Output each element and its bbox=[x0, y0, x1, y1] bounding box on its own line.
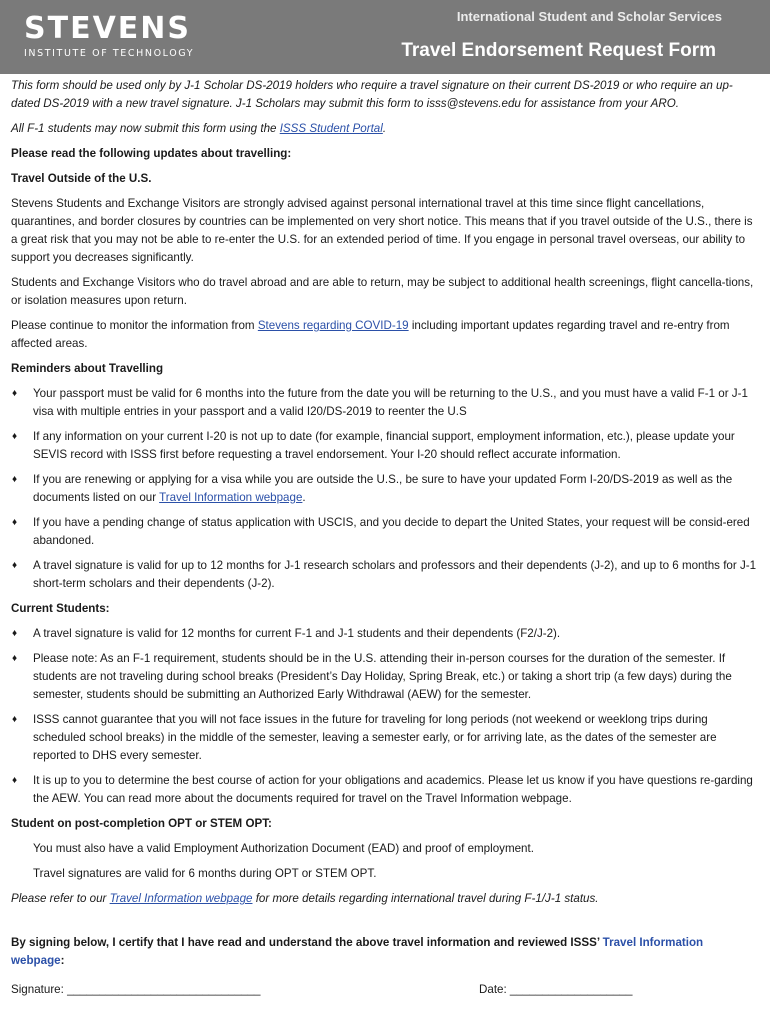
travel-info-link[interactable]: Travel Information webpage bbox=[159, 491, 303, 504]
reminders-list bbox=[11, 385, 759, 593]
updates-heading: Please read the following updates about travelling: bbox=[11, 147, 292, 160]
list-item bbox=[11, 385, 759, 421]
intro-portal-end: . bbox=[382, 122, 387, 135]
list-item-text: If any information on your current I-20 is not up to date (for example, financial support, employment information, etc.), please update your SEVIS record with ISSS first before requesting a travel endorsement. Your I-20 should reflect accurate information. bbox=[33, 430, 735, 461]
list-item-text: ISSS cannot guarantee that you will not face issues in the future for traveling for long periods (not weekend or weeklong trips during scheduled school breaks) in the middle of the semester, leaving a semester early, or for arriving late, as the dates of the semester are reported to DHS every semester. bbox=[33, 713, 717, 762]
certify-end: : bbox=[60, 954, 65, 967]
logo-wordmark: STEVENS bbox=[24, 11, 191, 46]
refer-paragraph bbox=[11, 890, 759, 908]
list-item-text: It is up to you to determine the best course of action for your obligations and academics. Please let us know if you have questions re-garding the AEW. You can read more about the documents required for travel on the Travel Information webpage. bbox=[33, 774, 753, 805]
form-title: Travel Endorsement Request Form bbox=[401, 40, 716, 61]
org-name: International Student and Scholar Services bbox=[456, 9, 722, 24]
outside-heading: Travel Outside of the U.S. bbox=[11, 172, 152, 185]
form-content bbox=[0, 74, 770, 999]
isss-student-portal-link[interactable]: ISSS Student Portal bbox=[279, 122, 383, 135]
intro-portal-paragraph bbox=[11, 120, 759, 138]
travel-info-webpage-link[interactable]: Travel Information webpage bbox=[109, 892, 253, 905]
bullet-icon: ♦ bbox=[12, 653, 18, 664]
opt-paragraph-1: You must also have a valid Employment Authorization Document (EAD) and proof of employment. bbox=[33, 842, 534, 855]
bullet-icon: ♦ bbox=[12, 560, 18, 571]
bullet-icon: ♦ bbox=[12, 775, 18, 786]
list-item bbox=[11, 428, 759, 464]
list-item bbox=[11, 471, 759, 507]
outside-p3-text: Please continue to monitor the information from bbox=[11, 319, 258, 332]
current-students-heading: Current Students: bbox=[11, 602, 110, 615]
opt-paragraph-2: Travel signatures are valid for 6 months during OPT or STEM OPT. bbox=[33, 867, 377, 880]
refer-text: Please refer to our bbox=[11, 892, 110, 905]
bullet-icon: ♦ bbox=[12, 628, 18, 639]
certify-travel-info-link[interactable]: Travel Information webpage bbox=[11, 936, 704, 967]
list-item-text: A travel signature is valid for up to 12 months for J-1 research scholars and professors and their dependents (J-2), and up to 6 months for J-1 short-term scholars and their dependents (J-2). bbox=[33, 559, 757, 590]
logo-subtitle: INSTITUTE OF TECHNOLOGY bbox=[24, 48, 195, 59]
date-field[interactable]: Date: ___________________ bbox=[479, 983, 633, 996]
signature-field[interactable]: Signature: ______________________________ bbox=[11, 983, 261, 996]
list-item-text: If you are renewing or applying for a visa while you are outside the U.S., be sure to have your updated Form I-20/DS-2019 as well as the documents listed on our bbox=[33, 473, 733, 504]
opt-heading: Student on post-completion OPT or STEM OPT: bbox=[11, 817, 272, 830]
outside-paragraph-1: Stevens Students and Exchange Visitors are strongly advised against personal international travel at this time since flight cancellations, quarantines, and border closures by countries can be implemented on very short notice. This means that if you travel outside of the U.S., there is a great risk that you may not be able to re-enter the U.S. for an extended period of time. If you engage in personal travel overseas, our ability to support you decreases significantly. bbox=[11, 197, 753, 264]
list-item bbox=[11, 625, 759, 643]
outside-p3-end: including important updates regarding travel and re-entry from affected areas. bbox=[11, 319, 730, 350]
bullet-icon: ♦ bbox=[12, 474, 18, 485]
list-item bbox=[11, 557, 759, 593]
list-item-text: Your passport must be valid for 6 months into the future from the date you will be returning to the U.S., and you must have a valid F-1 or J-1 visa with multiple entries in your passport and a valid I20/DS-2019 to reenter the U.S bbox=[33, 387, 748, 418]
refer-end: for more details regarding international travel during F-1/J-1 status. bbox=[252, 892, 599, 905]
stevens-logo bbox=[24, 11, 195, 59]
page-header bbox=[0, 0, 770, 74]
intro-paragraph: This form should be used only by J-1 Scholar DS-2019 holders who require a travel signature on their current DS-2019 or who require an up-dated DS-2019 with a new travel signature. J-1 Scholars may submit this form to isss@stevens.edu for assistance from your ARO. bbox=[11, 79, 733, 110]
bullet-icon: ♦ bbox=[12, 388, 18, 399]
reminders-heading: Reminders about Travelling bbox=[11, 362, 164, 375]
list-item-text: If you have a pending change of status application with USCIS, and you decide to depart the United States, your request will be consid-ered abandoned. bbox=[33, 516, 750, 547]
list-item-text: A travel signature is valid for 12 months for current F-1 and J-1 students and their dependents (F2/J-2). bbox=[33, 627, 561, 640]
bullet-icon: ♦ bbox=[12, 517, 18, 528]
certification-statement bbox=[11, 934, 759, 970]
stevens-covid-link[interactable]: Stevens regarding COVID-19 bbox=[257, 319, 409, 332]
list-item-text: Please note: As an F-1 requirement, students should be in the U.S. attending their in-person courses for the duration of the semester. If students are not traveling during school breaks (President’s Day Holiday, Spring Break, etc.) or taking a short trip (a few days) during the semester, students should be submitting an Authorized Early Withdrawal (AEW) for the semester. bbox=[33, 652, 732, 701]
list-item bbox=[11, 711, 759, 765]
outside-paragraph-3 bbox=[11, 317, 759, 353]
current-students-list bbox=[11, 625, 759, 808]
intro-portal-text: All F-1 students may now submit this form using the bbox=[11, 122, 280, 135]
certify-text: By signing below, I certify that I have read and understand the above travel information and reviewed ISSS’ bbox=[11, 936, 603, 949]
list-item-end: . bbox=[302, 491, 306, 504]
outside-paragraph-2: Students and Exchange Visitors who do travel abroad and are able to return, may be subject to additional health screenings, flight cancella-tions, or isolation measures upon return. bbox=[11, 276, 754, 307]
bullet-icon: ♦ bbox=[12, 431, 18, 442]
list-item bbox=[11, 514, 759, 550]
list-item bbox=[11, 650, 759, 704]
bullet-icon: ♦ bbox=[12, 714, 18, 725]
list-item bbox=[11, 772, 759, 808]
signature-row bbox=[11, 981, 759, 999]
